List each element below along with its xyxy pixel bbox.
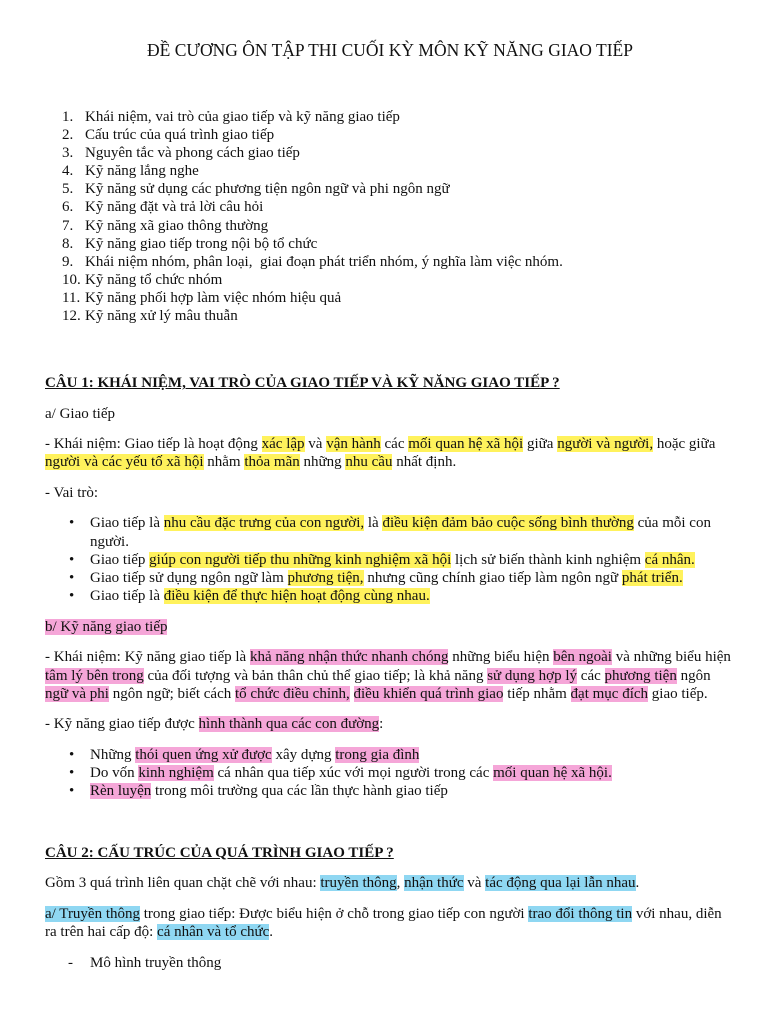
outline-number: 6. [62,199,74,216]
text-line [45,874,735,892]
outline-item [45,144,735,162]
question-sections [45,374,735,972]
text-run: nhất định. [392,454,457,471]
document-title: ĐỀ CƯƠNG ÔN TẬP THI CUỐI KỲ MÔN KỸ NĂNG GIAO TIẾP [147,40,633,60]
outline-number: 12. [62,308,81,325]
outline-number: 3. [62,145,74,162]
highlighted-text: mối quan hệ xã hội [408,436,524,453]
text-line [45,715,735,733]
text-run: : [379,716,384,733]
outline-item [45,253,735,271]
highlighted-text: kinh nghiệm [138,765,214,782]
text-run: lịch sử biến thành kinh nghiệm [451,551,645,568]
text-run: giao tiếp. [648,685,708,702]
bullet-marker: • [69,588,75,605]
text-line [45,905,735,923]
highlighted-text: hình thành qua các con đường [198,716,380,733]
outline-number: 7. [62,217,74,234]
paragraph [45,435,735,471]
text-run: những [299,454,346,471]
dash-list [45,954,735,972]
text-run: , [396,875,405,892]
text-line [90,746,735,764]
text-run: - Kỹ năng giao tiếp được [45,716,199,733]
paragraph [45,905,735,941]
highlighted-text: điều kiện để thực hiện hoạt động cùng nhau. [163,588,430,605]
text-run: Giao tiếp [90,551,150,568]
outline-text: Kỹ năng phối hợp làm việc nhóm hiệu quả [85,289,342,306]
outline-number: 11. [62,289,81,306]
question-section [45,374,735,801]
bullet-item [45,587,735,605]
highlighted-text: cá nhân và tổ chức [157,923,270,940]
document-body [45,40,735,972]
dash-item [45,954,735,972]
outline-item [45,162,735,180]
text-line [45,923,735,941]
outline-text: Kỹ năng đặt và trả lời câu hỏi [85,199,264,216]
question-heading: CÂU 1: KHÁI NIỆM, VAI TRÒ CỦA GIAO TIẾP VÀ KỸ NĂNG GIAO TIẾP ? [45,374,560,391]
text-run: Giao tiếp là [90,588,164,605]
text-run: Những [90,746,136,763]
highlighted-text: nhận thức [404,875,464,892]
highlighted-text: người và các yếu tố xã hội [45,454,204,471]
outline-item [45,235,735,253]
outline-text: Kỹ năng xã giao thông thường [85,217,269,234]
text-line [90,587,735,605]
text-run: - Khái niệm: Kỹ năng giao tiếp là [45,649,250,666]
text-line [90,569,735,587]
outline-list [45,108,735,325]
text-run: Giao tiếp sử dụng ngôn ngữ làm [90,570,288,586]
text-run: - Khái niệm: Giao tiếp là hoạt động [45,436,262,453]
text-line [45,667,735,685]
text-run: . [635,875,640,892]
paragraph [45,484,735,502]
dash-marker: - [68,954,73,971]
outline-number: 9. [62,253,74,270]
highlighted-text: điều kiện đảm bảo cuộc sống bình thường [382,515,634,532]
text-run: trong môi trường qua các lần thực hành giao tiếp [151,783,448,800]
highlighted-text: nhu cầu [345,454,393,471]
outline-text: Kỹ năng sử dụng các phương tiện ngôn ngữ và phi ngôn ngữ [85,181,450,198]
outline-text: Nguyên tắc và phong cách giao tiếp [85,145,300,162]
outline-item [45,198,735,216]
bullet-item [45,569,735,587]
paragraph [45,618,735,636]
highlighted-text: trao đổi thông tin [528,905,633,922]
outline-text: Kỹ năng tổ chức nhóm [85,271,223,288]
bullet-item [45,764,735,782]
highlighted-text: khả năng nhận thức nhanh chóng [249,649,449,666]
text-run: cá nhân qua tiếp xúc với mọi người trong các [213,765,494,782]
text-line [90,782,735,800]
highlighted-text: phương tiện, [287,570,364,586]
text-run: giữa [523,436,558,453]
outline-item [45,180,735,198]
text-run: và [304,436,327,453]
text-run: trong giao tiếp: Được biểu hiện ở chỗ trong giao tiếp con người [140,905,529,922]
highlighted-text: bên ngoài [553,649,612,666]
text-run: của đối tượng và bản thân chủ thể giao tiếp; là khả năng [143,667,488,684]
highlighted-text: cá nhân. [644,551,695,568]
outline-text: Cấu trúc của quá trình giao tiếp [85,127,275,144]
highlighted-text: tâm lý bên trong [45,667,144,684]
highlighted-text: người và người, [557,436,654,453]
bullet-item [45,746,735,764]
bullet-marker: • [69,570,75,586]
highlighted-text: truyền thông [320,875,397,892]
highlighted-text: ngữ và phi [45,685,109,702]
highlighted-text: vận hành [326,436,381,453]
outline-text: Khái niệm nhóm, phân loại, giai đoạn phát triển nhóm, ý nghĩa làm việc nhóm. [85,253,563,270]
text-run: Giao tiếp là [90,515,164,532]
outline-number: 10. [62,271,81,288]
text-run: và những biểu hiện [611,649,731,666]
highlighted-text: giúp con người tiếp thu những kinh nghiệm xã hội [149,551,452,568]
text-run: người. [90,533,129,550]
text-run: hoặc giữa [653,436,716,453]
paragraph [45,874,735,892]
bullet-item [45,551,735,569]
bullet-list [45,746,735,801]
outline-item [45,289,735,307]
bullet-marker: • [69,783,75,800]
highlighted-text: đạt mục đích [570,685,649,702]
outline-number: 8. [62,235,74,252]
text-run: nhằm [203,454,245,471]
text-run: của mỗi con [633,515,711,532]
outline-text: Khái niệm, vai trò của giao tiếp và kỹ năng giao tiếp [85,109,400,125]
highlighted-text: b/ Kỹ năng giao tiếp [45,618,168,635]
highlighted-text: phương tiện [604,667,677,684]
outline-item [45,307,735,325]
text-run: ngôn ngữ; biết cách [108,685,235,702]
outline-item [45,271,735,289]
highlighted-text: phát triển. [621,570,683,586]
bullet-item [45,782,735,800]
highlighted-text: điều khiển quá trình giao [353,685,504,702]
text-line [45,685,735,703]
highlighted-text: Rèn luyện [90,783,152,800]
outline-text: Kỹ năng xử lý mâu thuẫn [85,308,238,325]
text-line [45,453,735,471]
text-run: a/ Giao tiếp [45,405,115,422]
text-run: - Vai trò: [45,484,99,501]
highlighted-text: tác động qua lại lẫn nhau [485,875,636,892]
text-line [90,551,735,569]
bullet-list [45,514,735,605]
outline-number: 2. [62,127,74,144]
text-run: ra trên hai cấp độ: [45,923,158,940]
text-run: các [577,667,605,684]
highlighted-text: xác lập [261,436,305,453]
text-run: tiếp nhằm [503,685,571,702]
paragraph [45,715,735,733]
text-run: các [380,436,409,453]
text-run [350,686,354,702]
bullet-item [45,514,735,550]
highlighted-text: sử dụng hợp lý [487,667,578,684]
question-heading: CÂU 2: CẤU TRÚC CỦA QUÁ TRÌNH GIAO TIẾP ? [45,844,394,861]
text-run: những biểu hiện [448,649,554,666]
text-line [45,435,735,453]
outline-item [45,126,735,144]
bullet-marker: • [69,551,75,568]
text-run: và [463,875,486,892]
text-run: Gồm 3 quá trình liên quan chặt chẽ với nhau: [45,875,321,892]
text-line [45,648,735,666]
text-run: Mô hình truyền thông [90,954,222,971]
text-run: Do vốn [90,765,139,782]
text-line [90,533,735,551]
bullet-marker: • [69,746,75,763]
text-run: với nhau, diễn [632,905,722,922]
highlighted-text: a/ Truyền thông [45,905,141,922]
outline-item [45,217,735,235]
text-run: ngôn [676,667,711,684]
paragraph [45,648,735,703]
text-run: là [364,515,383,532]
text-line [45,405,735,423]
highlighted-text: mối quan hệ xã hội. [493,765,612,782]
text-line [90,954,735,972]
highlighted-text: trong gia đình [335,746,420,763]
text-line [45,618,735,636]
paragraph [45,405,735,423]
text-line [45,484,735,502]
text-run: nhưng cũng chính giao tiếp làm ngôn ngữ [363,570,622,586]
question-section [45,844,735,972]
bullet-marker: • [69,765,75,782]
highlighted-text: nhu cầu đặc trưng của con người, [163,515,365,532]
highlighted-text: tổ chức điều chỉnh, [234,685,350,702]
outline-text: Kỹ năng lắng nghe [85,163,199,180]
outline-number: 5. [62,181,74,198]
outline-item [45,108,735,126]
highlighted-text: thói quen ứng xử được [135,746,272,763]
outline-number: 4. [62,163,74,180]
bullet-marker: • [69,515,75,532]
text-line [90,514,735,532]
outline-number: 1. [62,109,74,125]
text-run: xây dựng [271,746,336,763]
text-run: . [269,923,274,940]
text-line [90,764,735,782]
highlighted-text: thỏa mãn [244,454,300,471]
outline-text: Kỹ năng giao tiếp trong nội bộ tổ chức [85,235,318,252]
